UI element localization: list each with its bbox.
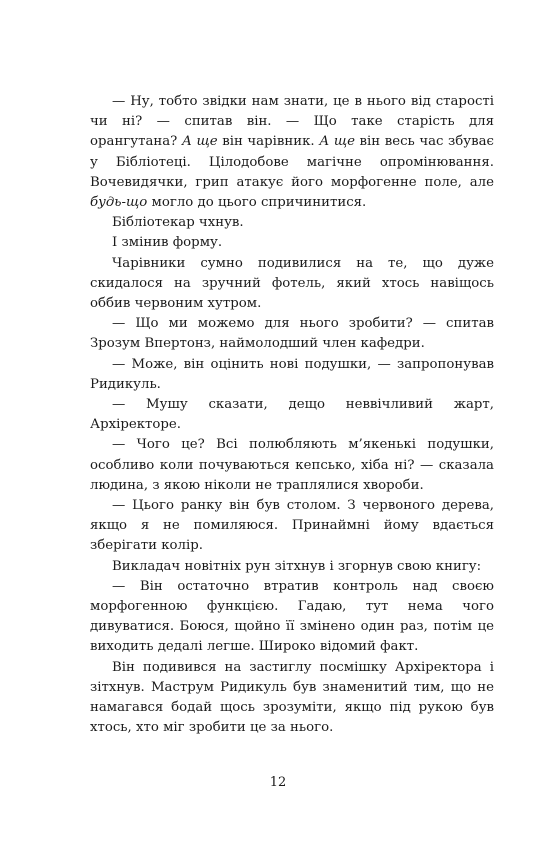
italic-text: будь-що	[90, 195, 148, 211]
text-run: — Він остаточно втратив контроль над своєю морфогенною функцією. Гадаю, тут нема чого дивуватися. Боюся, щойно її змінено один раз, потім це виходить дедалі легше. Широко відомий факт.	[90, 578, 499, 655]
paragraph	[90, 254, 499, 315]
text-run: Бібліотекар чхнув.	[112, 215, 244, 231]
text-run: — Що ми можемо для нього зробити? — спитав Зрозум Впертонз, наймолодший член кафедри.	[90, 316, 499, 352]
paragraph	[90, 92, 499, 213]
paragraph	[90, 355, 499, 395]
italic-text: А ще	[181, 134, 218, 150]
paragraph	[90, 496, 499, 557]
paragraph	[90, 314, 499, 354]
text-run: — Мушу сказати, дещо неввічливий жарт, Архіректоре.	[90, 397, 499, 433]
text-run: він чарівник.	[217, 134, 320, 150]
text-run: — Може, він оцінить нові подушки, — запропонував Ридикуль.	[90, 356, 499, 392]
text-run: Він подивився на застиглу посмішку Архіректора і зітхнув. Маструм Ридикуль був знаменитий тим, що не намагався бодай щось зрозуміти, якщо під рукою був хтось, хто міг зробити це за нього.	[90, 659, 499, 736]
paragraph	[90, 435, 499, 496]
italic-text: А ще	[319, 134, 355, 150]
paragraph	[90, 658, 499, 739]
text-run: Викладач новітніх рун зітхнув і згорнув свою книгу:	[112, 558, 482, 574]
body-text	[90, 92, 499, 739]
paragraph	[90, 557, 494, 577]
text-run: він весь час збуває у Бібліотеці. Цілодобове магічне опромінювання. Вочевидячки, грип атакує його морфогенне поле, але	[90, 134, 499, 190]
text-run: — Ну, тобто звідки нам знати, це в нього від старості чи ні? — спитав він. — Що таке старість для орангутана?	[90, 94, 499, 150]
text-run: — Чого це? Всі полюбляють м’якенькі подушки, особливо коли почуваються кепсько, хіба ні? — сказала людина, з якою ніколи не траплялися хвороби.	[90, 437, 499, 493]
text-run: могло до цього спричинитися.	[147, 195, 367, 211]
text-run: Чарівники сумно подивилися на те, що дуже скидалося на зручний фотель, який хтось навіщось оббив червоним хутром.	[90, 255, 499, 312]
paragraph	[90, 577, 499, 658]
text-run: І змінив форму.	[112, 235, 223, 251]
paragraph	[90, 233, 494, 253]
paragraph	[90, 395, 499, 435]
page-number: 12	[269, 775, 287, 790]
text-run: — Цього ранку він був столом. З червоного дерева, якщо я не помиляюся. Принаймні йому вдається зберігати колір.	[90, 498, 499, 554]
paragraph	[90, 213, 494, 233]
